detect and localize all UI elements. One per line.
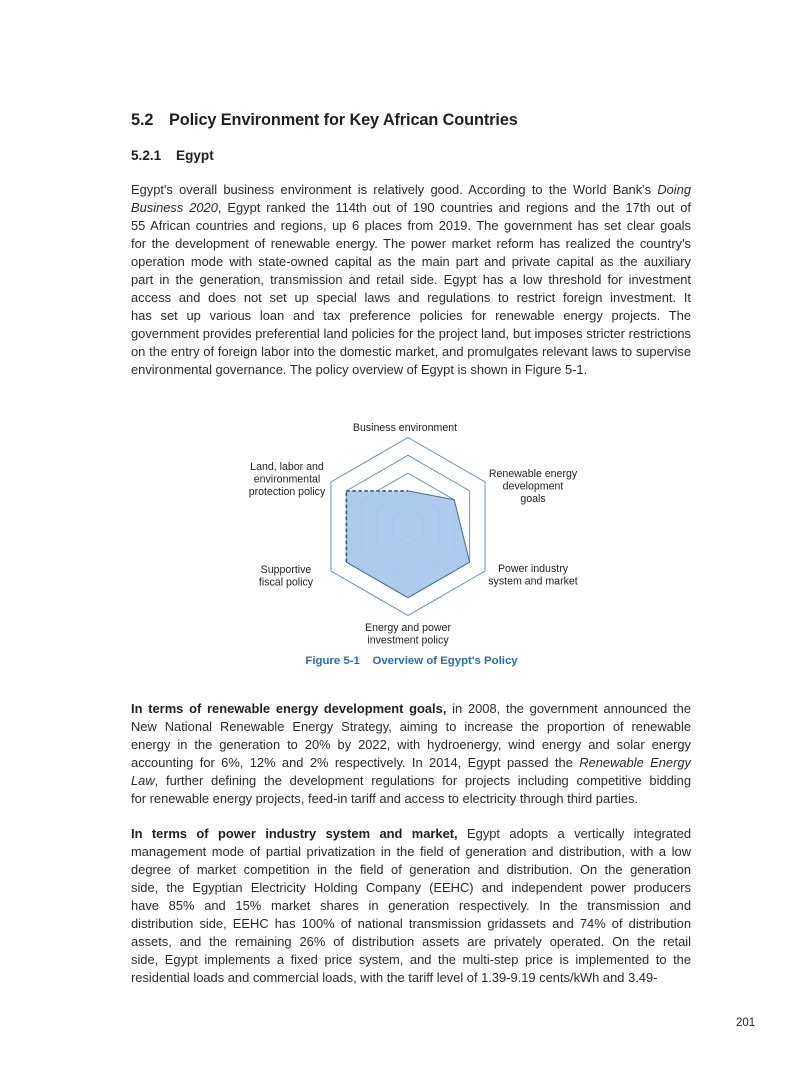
text-line bbox=[131, 361, 691, 379]
radar-axis-label-line: system and market bbox=[488, 575, 578, 588]
text-line bbox=[131, 181, 691, 199]
text-line bbox=[131, 700, 691, 718]
text-line bbox=[131, 933, 691, 951]
text-line bbox=[131, 969, 691, 987]
text-run: access and does not set up special laws and regulations to restrict foreign investment. It bbox=[131, 290, 691, 306]
figure-caption-number: Figure 5-1 bbox=[305, 655, 360, 667]
text-line bbox=[131, 897, 691, 915]
text-line bbox=[131, 235, 691, 253]
text-line bbox=[131, 217, 691, 235]
page-number: 201 bbox=[736, 1017, 756, 1029]
text-line bbox=[131, 271, 691, 289]
text-line bbox=[131, 307, 691, 325]
text-line bbox=[131, 843, 691, 861]
text-run: residential loads and commercial loads, with the tariff level of 1.39-9.19 cents/kWh and 3.49- bbox=[131, 970, 658, 986]
text-run: environmental governance. The policy overview of Egypt is shown in Figure 5-1. bbox=[131, 362, 588, 378]
paragraph-power-market bbox=[131, 825, 691, 987]
italic-title-text: Business 2020 bbox=[131, 200, 218, 216]
text-line bbox=[131, 754, 691, 772]
text-line bbox=[131, 253, 691, 271]
radar-axis-labels bbox=[249, 422, 578, 646]
radar-series-edge bbox=[454, 500, 469, 562]
italic-title-text: Renewable Energy bbox=[579, 755, 691, 771]
radar-axis-label-line: goals bbox=[520, 492, 546, 505]
radar-grid-ring bbox=[377, 491, 439, 562]
text-run: , further defining the development regulations for projects including competitive bidding bbox=[154, 773, 691, 789]
text-run: operation mode with state-owned capital as the main part and private capital as the auxiliary bbox=[131, 254, 691, 270]
radar-series-edge bbox=[408, 491, 454, 500]
text-line bbox=[131, 879, 691, 897]
text-line bbox=[131, 861, 691, 879]
text-run: side, the Egyptian Electricity Holding Company (EEHC) and independent power producers bbox=[131, 880, 691, 896]
text-run: , Egypt ranked the 114th out of 190 countries and regions and the 17th out of bbox=[217, 200, 691, 216]
text-line bbox=[131, 951, 691, 969]
text-run: government provides preferential land policies for the project land, but imposes stricter restrictions bbox=[131, 326, 691, 342]
radar-axis-label-line: environmental bbox=[253, 473, 321, 486]
figure-caption bbox=[0, 655, 793, 667]
radar-axis-label bbox=[249, 461, 326, 498]
paragraph-egypt-overview bbox=[131, 181, 691, 380]
text-run: 55 African countries and regions, up 6 places from 2019. The government has set clear goals bbox=[131, 218, 691, 234]
text-line bbox=[131, 772, 691, 790]
radar-grid-ring bbox=[346, 455, 469, 597]
radar-axis-label-line: development bbox=[502, 480, 564, 493]
text-run: Egypt's overall business environment is relatively good. According to the World Bank's bbox=[131, 182, 658, 197]
text-run: for the development of renewable energy. The power market reform has realized the country's bbox=[131, 236, 691, 252]
text-line bbox=[131, 790, 691, 808]
subsection-number: 5.2.1 bbox=[131, 148, 162, 163]
text-run: for renewable energy projects, feed-in tariff and access to electricity through third parties. bbox=[131, 791, 639, 807]
text-run: side, Egypt implements a fixed price system, and the multi-step price is implemented to the bbox=[131, 952, 691, 968]
radar-axis-label-line: fiscal policy bbox=[258, 576, 314, 589]
radar-axis-label bbox=[488, 563, 578, 587]
radar-axis-label-line: Power industry bbox=[497, 563, 569, 575]
text-run: part in the generation, transmission and retail side. Egypt has a low threshold for investment bbox=[131, 272, 691, 288]
text-run: has set up various loan and tax preference policies for renewable energy projects. The bbox=[131, 308, 691, 324]
text-line bbox=[131, 289, 691, 307]
text-run: on the entry of foreign labor into the domestic market, and promulgates relevant laws to supervise bbox=[131, 344, 691, 360]
italic-title-text: Law bbox=[131, 773, 155, 789]
text-run: energy in the generation to 20% by 2022, with hydroenergy, wind energy and solar energy bbox=[131, 737, 691, 753]
section-heading bbox=[131, 111, 518, 130]
radar-series-edge bbox=[346, 562, 408, 598]
text-line bbox=[131, 825, 691, 843]
section-title: Policy Environment for Key African Countries bbox=[169, 111, 518, 129]
text-line bbox=[131, 915, 691, 933]
text-run: accounting for 6%, 12% and 2% respectively. In 2014, Egypt passed the bbox=[131, 755, 580, 771]
radar-axis-label bbox=[353, 422, 457, 434]
radar-axis-label-line: protection policy bbox=[248, 485, 326, 498]
radar-axis-label bbox=[365, 622, 451, 646]
subsection-title: Egypt bbox=[176, 148, 214, 163]
radar-axis-label-line: Energy and power bbox=[365, 622, 451, 634]
bold-lead-text: In terms of power industry system and market, bbox=[131, 826, 458, 841]
text-run: management mode of partial privatization in the field of generation and distribution, with a low bbox=[131, 844, 691, 860]
radar-axis-label-line: Business environment bbox=[352, 422, 458, 434]
text-line bbox=[131, 343, 691, 361]
radar-axis-label-line: Renewable energy bbox=[488, 468, 578, 480]
paragraph-renewable-goals bbox=[131, 700, 691, 808]
radar-grid-ring bbox=[362, 473, 454, 580]
radar-axis-label bbox=[489, 468, 578, 505]
text-run: degree of market competition in the field of generation and distribution. On the generation bbox=[131, 862, 691, 878]
section-number: 5.2 bbox=[131, 111, 154, 129]
bold-lead-text: In terms of renewable energy development goals, bbox=[131, 701, 447, 716]
radar-axis-label bbox=[259, 564, 314, 588]
text-run: assets, and the remaining 26% of distribution assets are privately operated. On the retail bbox=[131, 934, 691, 950]
text-line bbox=[131, 718, 691, 736]
radar-series-edge bbox=[408, 562, 470, 598]
text-run: distribution side, EEHC has 100% of national transmission gridassets and 74% of distribution bbox=[131, 916, 691, 932]
italic-title-text: Doing bbox=[657, 182, 691, 197]
text-run: New National Renewable Energy Strategy, aiming to increase the proportion of renewable bbox=[131, 719, 691, 735]
radar-series bbox=[346, 491, 470, 598]
text-run: in 2008, the government announced the bbox=[446, 701, 691, 716]
subsection-heading bbox=[131, 148, 214, 163]
text-line bbox=[131, 736, 691, 754]
radar-series-area bbox=[346, 491, 469, 598]
text-line bbox=[131, 325, 691, 343]
figure-caption-title: Overview of Egypt's Policy bbox=[372, 655, 518, 667]
text-run: Egypt adopts a vertically integrated bbox=[457, 826, 692, 841]
text-run: have 85% and 15% market shares in generation respectively. In the transmission and bbox=[131, 898, 691, 914]
radar-axis-label-line: investment policy bbox=[367, 634, 449, 647]
radar-grid bbox=[331, 438, 485, 616]
text-line bbox=[131, 199, 691, 217]
radar-grid-ring bbox=[331, 438, 485, 616]
radar-axis-label-line: Supportive bbox=[260, 564, 312, 576]
radar-axis-label-line: Land, labor and bbox=[250, 461, 324, 473]
radar-grid-ring bbox=[393, 509, 424, 545]
